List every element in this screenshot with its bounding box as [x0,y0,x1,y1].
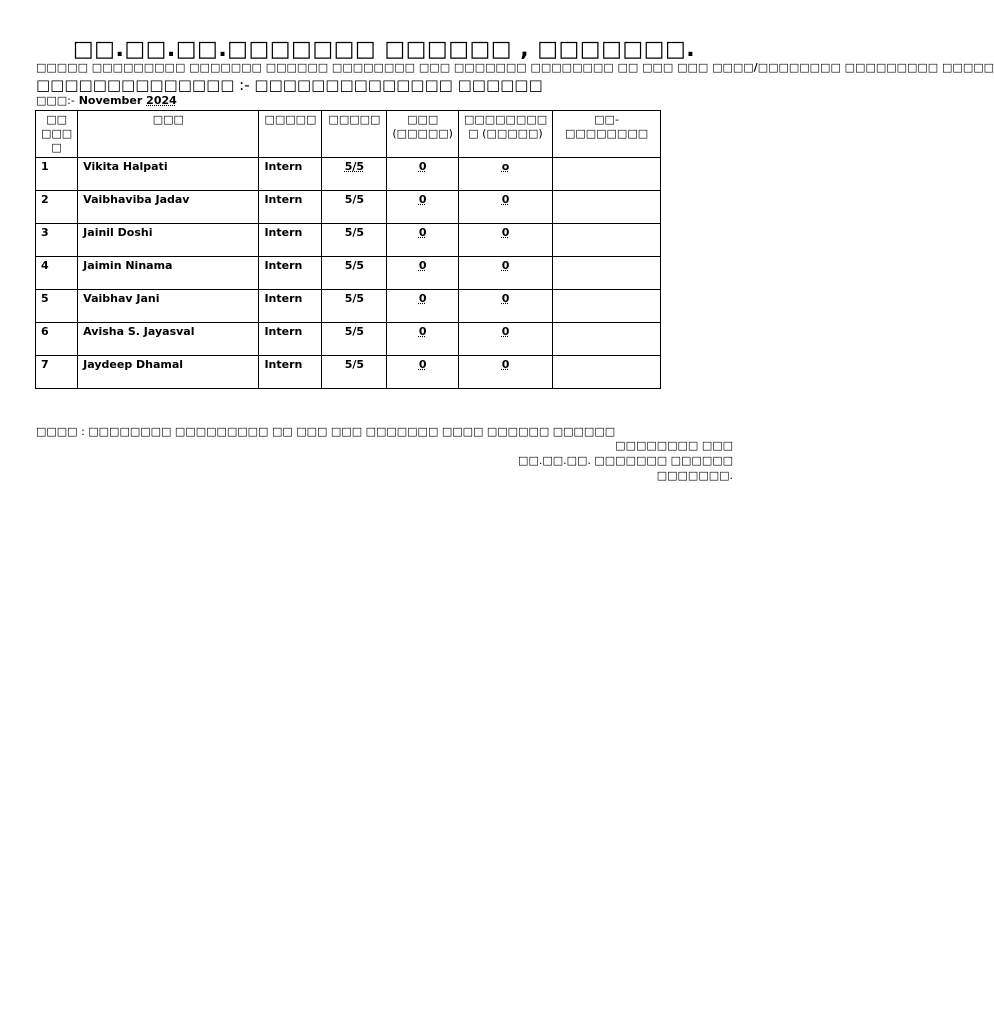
cell-serial: 1 [36,158,78,191]
cell-name: Vaibhaviba Jadav [78,191,259,224]
cell-col5: 0 [418,358,427,371]
table-header-row [36,111,661,158]
cell-days: 5/5 [322,323,387,356]
col-header-col6: □□□□□□□□ □ (□□□□□) [458,111,552,158]
col-header-name: □□□ [78,111,259,158]
cell-col5: 0 [418,292,427,305]
cell-remarks [553,257,661,290]
cell-col5: 0 [418,160,427,173]
month-value: November [78,94,143,107]
table-row [36,191,661,224]
signature-line-1: □□□□□□□□ □□□ [615,439,733,452]
cell-days: 5/5 [344,160,365,173]
cell-serial: 6 [36,323,78,356]
cell-role: Intern [259,356,322,389]
cell-name: Jaydeep Dhamal [78,356,259,389]
cell-role: Intern [259,158,322,191]
col-header-serial: □□ □□□ □ [36,111,78,158]
cell-remarks [553,356,661,389]
cell-col6: 0 [501,193,510,206]
cell-days: 5/5 [322,356,387,389]
year-value: 2024 [146,94,177,107]
cell-remarks [553,323,661,356]
col-header-col5: □□□ (□□□□□) [387,111,459,158]
month-line [36,94,177,107]
table-row [36,158,661,191]
cell-col6: o [501,160,510,173]
cell-serial: 2 [36,191,78,224]
cell-col6: 0 [501,226,510,239]
cell-col5: 0 [418,226,427,239]
cell-days: 5/5 [322,224,387,257]
table-row [36,224,661,257]
cell-name: Jainil Doshi [78,224,259,257]
cell-col5: 0 [418,259,427,272]
table-row [36,356,661,389]
cell-col6: 0 [501,259,510,272]
cell-col6: 0 [501,358,510,371]
cell-serial: 3 [36,224,78,257]
cell-col5: 0 [418,193,427,206]
table-row [36,290,661,323]
signature-line-3: □□□□□□□. [656,469,733,482]
cell-col6: 0 [501,292,510,305]
cell-name: Vaibhav Jani [78,290,259,323]
cell-name: Jaimin Ninama [78,257,259,290]
table-row [36,257,661,290]
signature-line-2: □□.□□.□□. □□□□□□□ □□□□□□ [518,454,733,467]
signature-block [518,438,733,483]
col-header-days: □□□□□ [322,111,387,158]
cell-remarks [553,290,661,323]
department-line: □□□□□□□□□□□□□□ :- □□□□□□□□□□□□□□ □□□□□□ [36,76,543,94]
table-row [36,323,661,356]
cell-role: Intern [259,257,322,290]
cell-name: Avisha S. Jayasval [78,323,259,356]
cell-remarks [553,158,661,191]
attendance-table [35,110,661,389]
footer-note: □□□□ : □□□□□□□□ □□□□□□□□□ □□ □□□ □□□ □□□□□□□ □□□□ □□□□□□ □□□□□□ [36,425,616,438]
cell-col5: 0 [418,325,427,338]
document-subtitle: □□□□□ □□□□□□□□□ □□□□□□□ □□□□□□ □□□□□□□□ □□□ □□□□□□□ □□□□□□□□ □□ □□□ □□□ □□□□/□□□□□□□□ □□□□□□□□□ □□□□□ [36,61,994,74]
cell-remarks [553,224,661,257]
cell-serial: 5 [36,290,78,323]
cell-days: 5/5 [322,257,387,290]
cell-role: Intern [259,290,322,323]
col-header-role: □□□□□ [259,111,322,158]
cell-serial: 7 [36,356,78,389]
cell-role: Intern [259,191,322,224]
cell-role: Intern [259,224,322,257]
cell-role: Intern [259,323,322,356]
cell-col6: 0 [501,325,510,338]
document-title: □□.□□.□□.□□□□□□□ □□□□□□ , □□□□□□□. [72,37,696,62]
cell-days: 5/5 [322,290,387,323]
cell-serial: 4 [36,257,78,290]
cell-days: 5/5 [322,191,387,224]
month-label: □□□:- [36,94,75,107]
cell-name: Vikita Halpati [78,158,259,191]
col-header-remarks: □□-□□□□□□□□ [553,111,661,158]
cell-remarks [553,191,661,224]
